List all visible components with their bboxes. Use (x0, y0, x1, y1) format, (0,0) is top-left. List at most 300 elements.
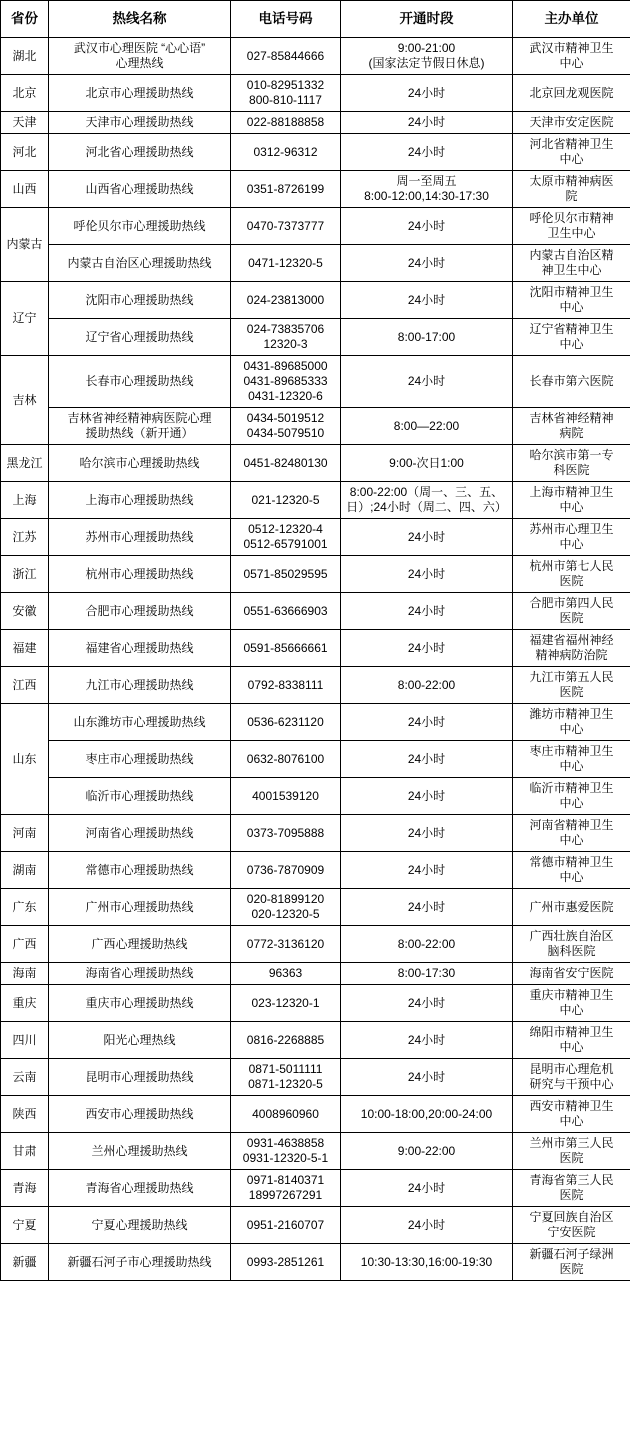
cell-hours (341, 815, 513, 852)
cell-province: 浙江 (1, 556, 49, 593)
table-row (1, 75, 630, 112)
cell-organizer-line: 中心 (559, 500, 584, 514)
cell-phone (231, 519, 341, 556)
cell-organizer-line: 医院 (559, 574, 584, 588)
cell-hours-line: 24小时 (407, 640, 446, 655)
cell-hours-line: 24小时 (407, 85, 446, 100)
cell-hotline-name (49, 171, 231, 208)
cell-organizer-line: 新疆石河子绿洲 (529, 1247, 614, 1261)
cell-organizer-line: 医院 (559, 611, 584, 625)
cell-province: 甘肃 (1, 1133, 49, 1170)
cell-hours-line: 24小时 (407, 862, 446, 877)
cell-organizer-line: 潍坊市精神卫生 (529, 707, 614, 721)
cell-phone (231, 356, 341, 408)
cell-province: 山西 (1, 171, 49, 208)
cell-organizer-line: 医院 (559, 1151, 584, 1165)
cell-province: 北京 (1, 75, 49, 112)
cell-hours-line: (国家法定节假日休息) (368, 56, 485, 70)
cell-organizer-line: 中心 (559, 722, 584, 736)
cell-hotline-name-line: 辽宁省心理援助热线 (85, 329, 194, 344)
cell-organizer-line: 病院 (559, 426, 584, 440)
cell-hotline-name-line: 吉林省神经精神病医院心理 (67, 411, 212, 425)
table-row (1, 1096, 630, 1133)
cell-phone (231, 408, 341, 445)
cell-hours (341, 356, 513, 408)
cell-phone (231, 778, 341, 815)
cell-hotline-name-line: 福建省心理援助热线 (85, 640, 194, 655)
cell-phone-line: 027-85844666 (246, 48, 325, 63)
cell-organizer-line: 中心 (559, 1040, 584, 1054)
cell-phone-line: 0632-8076100 (246, 751, 325, 766)
cell-province: 河南 (1, 815, 49, 852)
cell-organizer (513, 38, 630, 75)
cell-phone (231, 482, 341, 519)
cell-organizer (513, 1059, 630, 1096)
cell-hotline-name-line: 枣庄市心理援助热线 (85, 751, 194, 766)
cell-phone-line: 0512-65791001 (243, 537, 328, 551)
cell-province: 陕西 (1, 1096, 49, 1133)
cell-phone-line: 010-82951332 (246, 78, 325, 92)
cell-province: 江西 (1, 667, 49, 704)
cell-hours-line: 8:00-17:30 (397, 966, 456, 980)
cell-phone-line: 021-12320-5 (251, 492, 320, 507)
cell-hours-line: 24小时 (407, 825, 446, 840)
table-row (1, 963, 630, 985)
cell-organizer (513, 926, 630, 963)
cell-phone (231, 1096, 341, 1133)
cell-hotline-name (49, 356, 231, 408)
cell-phone-line: 18997267291 (248, 1188, 323, 1202)
cell-phone (231, 134, 341, 171)
cell-hotline-name (49, 778, 231, 815)
cell-organizer-line: 河南省精神卫生 (529, 818, 614, 832)
cell-hotline-name-line: 海南省心理援助热线 (85, 966, 194, 980)
cell-organizer-line: 内蒙古自治区精 (529, 248, 614, 262)
cell-phone-line: 0431-12320-6 (248, 389, 323, 403)
cell-hours-line: 24小时 (407, 255, 446, 270)
table-row (1, 319, 630, 356)
cell-hotline-name-line: 兰州心理援助热线 (91, 1143, 188, 1158)
cell-hotline-name-line: 临沂市心理援助热线 (85, 788, 194, 803)
cell-organizer-line: 杭州市第七人民 (529, 559, 614, 573)
cell-province: 广东 (1, 889, 49, 926)
cell-phone (231, 926, 341, 963)
table-row (1, 1244, 630, 1281)
cell-province: 海南 (1, 963, 49, 985)
cell-phone-line: 0373-7095888 (246, 825, 325, 840)
cell-hours (341, 985, 513, 1022)
cell-hotline-name-line: 杭州市心理援助热线 (85, 566, 194, 581)
cell-hours (341, 519, 513, 556)
table-row (1, 208, 630, 245)
cell-organizer (513, 985, 630, 1022)
cell-hours-line: 24小时 (407, 1032, 446, 1047)
cell-organizer-line: 院 (565, 189, 578, 203)
cell-phone (231, 667, 341, 704)
cell-organizer (513, 1244, 630, 1281)
cell-organizer (513, 593, 630, 630)
cell-organizer (513, 445, 630, 482)
cell-organizer (513, 319, 630, 356)
cell-organizer-line: 辽宁省精神卫生 (529, 322, 614, 336)
cell-hotline-name-line: 重庆市心理援助热线 (85, 995, 194, 1010)
cell-organizer-line: 常德市精神卫生 (529, 855, 614, 869)
cell-phone-line: 0931-12320-5-1 (242, 1151, 329, 1165)
cell-phone (231, 445, 341, 482)
cell-phone (231, 171, 341, 208)
cell-organizer-line: 青海省第三人民 (529, 1173, 614, 1187)
cell-organizer-line: 河北省精神卫生 (529, 137, 614, 151)
cell-hours (341, 963, 513, 985)
cell-phone (231, 75, 341, 112)
cell-organizer-line: 九江市第五人民 (529, 670, 614, 684)
cell-hotline-name-line: 心理热线 (115, 56, 164, 70)
cell-phone (231, 208, 341, 245)
cell-phone-line: 0536-6231120 (247, 714, 324, 729)
cell-phone-line: 0792-8338111 (247, 677, 324, 692)
cell-hours-line: 24小时 (407, 751, 446, 766)
cell-phone-line: 022-88188858 (246, 115, 325, 129)
cell-phone (231, 1170, 341, 1207)
cell-organizer-line: 中心 (559, 152, 584, 166)
cell-hotline-name (49, 319, 231, 356)
cell-organizer (513, 208, 630, 245)
cell-organizer-line: 哈尔滨市第一专 (529, 448, 614, 462)
cell-hotline-name (49, 593, 231, 630)
cell-hotline-name-line: 山西省心理援助热线 (85, 181, 194, 196)
cell-organizer-line: 医院 (559, 685, 584, 699)
cell-phone-line: 0351-8726199 (246, 181, 325, 196)
cell-organizer-line: 枣庄市精神卫生 (529, 744, 614, 758)
cell-organizer-line: 上海市精神卫生 (529, 485, 614, 499)
column-header-phone: 电话号码 (231, 1, 341, 38)
cell-organizer (513, 282, 630, 319)
cell-organizer-line: 中心 (559, 300, 584, 314)
cell-organizer-line: 医院 (559, 1262, 584, 1276)
cell-hotline-name-line: 天津市心理援助热线 (85, 115, 194, 129)
cell-phone-line: 0471-12320-5 (248, 255, 323, 270)
cell-hotline-name (49, 926, 231, 963)
cell-hotline-name (49, 208, 231, 245)
cell-phone-line: 12320-3 (263, 337, 308, 351)
cell-hotline-name (49, 482, 231, 519)
cell-phone (231, 282, 341, 319)
cell-organizer-line: 重庆市精神卫生 (529, 988, 614, 1002)
cell-hotline-name-line: 新疆石河子市心理援助热线 (67, 1254, 212, 1269)
cell-hotline-name-line: 武汉市心理医院 “心心语” (73, 41, 206, 55)
cell-organizer-line: 中心 (559, 537, 584, 551)
cell-phone-line: 0871-12320-5 (248, 1077, 323, 1091)
cell-organizer-line: 广州市惠爱医院 (529, 899, 614, 914)
table-body (1, 38, 630, 1281)
cell-hours (341, 208, 513, 245)
cell-hotline-name-line: 广州市心理援助热线 (85, 899, 194, 914)
cell-phone (231, 741, 341, 778)
cell-phone-line: 0571-85029595 (243, 566, 328, 581)
cell-organizer-line: 精神病防治院 (535, 648, 608, 662)
table-row (1, 171, 630, 208)
cell-hotline-name (49, 112, 231, 134)
cell-hours (341, 282, 513, 319)
column-header-hours: 开通时段 (341, 1, 513, 38)
cell-phone-line: 0871-5011111 (248, 1062, 323, 1076)
cell-hours (341, 556, 513, 593)
column-header-province: 省份 (1, 1, 49, 38)
cell-phone-line: 0551-63666903 (243, 603, 328, 618)
cell-hours-line: 24小时 (407, 566, 446, 581)
cell-hours (341, 704, 513, 741)
cell-organizer-line: 绵阳市精神卫生 (529, 1025, 614, 1039)
cell-hotline-name (49, 1244, 231, 1281)
cell-hours (341, 482, 513, 519)
cell-province: 安徽 (1, 593, 49, 630)
cell-province: 重庆 (1, 985, 49, 1022)
cell-phone-line: 020-81899120 (246, 892, 325, 906)
cell-phone (231, 319, 341, 356)
cell-hours-line: 24小时 (407, 1069, 446, 1084)
cell-organizer (513, 134, 630, 171)
cell-hotline-name-line: 山东潍坊市心理援助热线 (73, 714, 206, 729)
cell-phone-line: 0470-7373777 (246, 218, 325, 233)
cell-hours-line: 24小时 (407, 995, 446, 1010)
cell-organizer (513, 112, 630, 134)
cell-hotline-name (49, 667, 231, 704)
cell-phone-line: 0434-5079510 (246, 426, 325, 440)
cell-phone-line: 0816-2268885 (246, 1032, 325, 1047)
cell-organizer-line: 沈阳市精神卫生 (529, 285, 614, 299)
cell-organizer-line: 天津市安定医院 (529, 115, 614, 129)
cell-phone (231, 245, 341, 282)
cell-hours (341, 1133, 513, 1170)
cell-province: 内蒙古 (1, 208, 49, 282)
cell-hours-line: 24小时 (407, 529, 446, 544)
cell-organizer (513, 778, 630, 815)
cell-phone (231, 963, 341, 985)
cell-hours-line: 9:00-次日1:00 (389, 455, 464, 470)
cell-organizer (513, 1170, 630, 1207)
table-row (1, 1207, 630, 1244)
table-row (1, 985, 630, 1022)
cell-phone (231, 1059, 341, 1096)
cell-phone-line: 4001539120 (252, 788, 319, 803)
table-row (1, 1170, 630, 1207)
cell-organizer (513, 75, 630, 112)
cell-phone-line: 0736-7870909 (246, 862, 325, 877)
cell-organizer-line: 中心 (559, 870, 584, 884)
cell-organizer-line: 中心 (559, 1003, 584, 1017)
cell-hours-line: 10:30-13:30,16:00-19:30 (360, 1254, 493, 1269)
cell-hotline-name (49, 704, 231, 741)
cell-hotline-name-line: 阳光心理热线 (103, 1032, 176, 1047)
cell-organizer (513, 1096, 630, 1133)
table-row (1, 1059, 630, 1096)
cell-province: 河北 (1, 134, 49, 171)
table-row (1, 741, 630, 778)
cell-organizer-line: 中心 (559, 759, 584, 773)
cell-hotline-name-line: 河北省心理援助热线 (85, 144, 194, 159)
cell-phone-line: 0951-2160707 (246, 1217, 325, 1232)
cell-hotline-name (49, 963, 231, 985)
cell-organizer-line: 中心 (559, 1114, 584, 1128)
cell-hotline-name (49, 134, 231, 171)
cell-organizer (513, 741, 630, 778)
cell-hours (341, 134, 513, 171)
cell-province: 宁夏 (1, 1207, 49, 1244)
table-row (1, 556, 630, 593)
cell-organizer (513, 245, 630, 282)
cell-hours (341, 319, 513, 356)
cell-hotline-name (49, 1059, 231, 1096)
cell-hours (341, 112, 513, 134)
cell-hours (341, 630, 513, 667)
cell-organizer-line: 研究与干预中心 (529, 1077, 614, 1091)
cell-hotline-name-line: 河南省心理援助热线 (85, 825, 194, 840)
cell-organizer-line: 中心 (559, 56, 584, 70)
cell-hotline-name (49, 1207, 231, 1244)
cell-phone-line: 4008960960 (252, 1106, 319, 1121)
cell-hotline-name (49, 630, 231, 667)
table-row (1, 1133, 630, 1170)
cell-hours-line: 8:00-22:00 (397, 677, 456, 692)
cell-hotline-name-line: 呼伦贝尔市心理援助热线 (73, 218, 206, 233)
cell-hotline-name (49, 1022, 231, 1059)
cell-hotline-name-line: 北京市心理援助热线 (85, 85, 194, 100)
column-header-hotline-name: 热线名称 (49, 1, 231, 38)
cell-province: 江苏 (1, 519, 49, 556)
cell-phone-line: 0431-89685333 (243, 374, 328, 388)
cell-organizer-line: 长春市第六医院 (529, 374, 614, 388)
cell-organizer-line: 广西壮族自治区 (529, 929, 614, 943)
cell-organizer-line: 医院 (559, 1188, 584, 1202)
cell-phone-line: 96363 (268, 966, 303, 980)
cell-organizer (513, 556, 630, 593)
cell-hotline-name (49, 1170, 231, 1207)
cell-hours-line: 24小时 (407, 218, 446, 233)
cell-organizer-line: 科医院 (553, 463, 590, 477)
table-row (1, 667, 630, 704)
cell-hours-line: 8:00-22:00（周一、三、五、 (349, 485, 504, 499)
cell-phone-line: 0512-12320-4 (248, 522, 323, 536)
cell-province: 福建 (1, 630, 49, 667)
cell-hours-line: 24小时 (407, 603, 446, 618)
cell-hotline-name (49, 1096, 231, 1133)
cell-organizer-line: 苏州市心理卫生 (529, 522, 614, 536)
cell-phone (231, 704, 341, 741)
cell-phone-line: 020-12320-5 (251, 907, 320, 921)
cell-province: 新疆 (1, 1244, 49, 1281)
cell-phone-line: 0971-8140371 (246, 1173, 325, 1187)
cell-province: 辽宁 (1, 282, 49, 356)
cell-organizer (513, 667, 630, 704)
cell-organizer-line: 呼伦贝尔市精神 (529, 211, 614, 225)
cell-organizer-line: 宁夏回族自治区 (529, 1210, 614, 1224)
cell-hours-line: 8:00-12:00,14:30-17:30 (364, 189, 489, 203)
cell-organizer-line: 神卫生中心 (541, 263, 602, 277)
cell-phone (231, 889, 341, 926)
cell-hours-line: 日）;24小时（周二、四、六） (346, 500, 507, 514)
cell-hotline-name (49, 1133, 231, 1170)
cell-organizer-line: 福建省福州神经 (529, 633, 614, 647)
cell-hotline-name-line: 哈尔滨市心理援助热线 (79, 455, 200, 470)
cell-hotline-name (49, 408, 231, 445)
cell-hours-line: 10:00-18:00,20:00-24:00 (360, 1106, 493, 1121)
cell-phone (231, 1022, 341, 1059)
cell-hotline-name (49, 815, 231, 852)
cell-organizer (513, 1022, 630, 1059)
cell-phone-line: 0772-3136120 (246, 936, 325, 951)
cell-hotline-name-line: 内蒙古自治区心理援助热线 (67, 255, 212, 270)
cell-phone (231, 112, 341, 134)
table-row (1, 245, 630, 282)
cell-hotline-name-line: 昆明市心理援助热线 (85, 1069, 194, 1084)
cell-organizer-line: 西安市精神卫生 (529, 1099, 614, 1113)
cell-hours (341, 1207, 513, 1244)
cell-hotline-name-line: 苏州市心理援助热线 (85, 529, 194, 544)
cell-phone-line: 023-12320-1 (251, 995, 320, 1010)
cell-hotline-name-line: 青海省心理援助热线 (85, 1180, 194, 1195)
cell-hours (341, 171, 513, 208)
cell-province: 黑龙江 (1, 445, 49, 482)
cell-organizer-line: 兰州市第三人民 (529, 1136, 614, 1150)
cell-hours (341, 75, 513, 112)
cell-organizer-line: 临沂市精神卫生 (529, 781, 614, 795)
cell-hours-line: 8:00-22:00 (397, 936, 456, 951)
cell-hotline-name-line: 宁夏心理援助热线 (91, 1217, 188, 1232)
cell-hours-line: 9:00-22:00 (397, 1143, 456, 1158)
cell-phone-line: 0434-5019512 (246, 411, 325, 425)
cell-hours-line: 9:00-21:00 (397, 41, 456, 55)
table-row (1, 593, 630, 630)
cell-province: 云南 (1, 1059, 49, 1096)
cell-hours-line: 24小时 (407, 115, 446, 129)
table-row (1, 482, 630, 519)
table-header-row (1, 1, 630, 38)
cell-organizer-line: 武汉市精神卫生 (529, 41, 614, 55)
cell-hours-line: 24小时 (407, 144, 446, 159)
cell-organizer (513, 704, 630, 741)
table-row (1, 852, 630, 889)
cell-phone (231, 985, 341, 1022)
cell-hours-line: 24小时 (407, 292, 446, 307)
cell-hours (341, 926, 513, 963)
cell-phone-line: 0931-4638858 (246, 1136, 325, 1150)
cell-organizer (513, 963, 630, 985)
table-row (1, 778, 630, 815)
cell-hours (341, 1170, 513, 1207)
cell-hotline-name (49, 852, 231, 889)
cell-province: 青海 (1, 1170, 49, 1207)
cell-phone (231, 1207, 341, 1244)
cell-hours-line: 8:00—22:00 (393, 418, 460, 433)
cell-province: 湖北 (1, 38, 49, 75)
cell-phone-line: 0993-2851261 (246, 1254, 325, 1269)
cell-hours (341, 593, 513, 630)
cell-phone (231, 630, 341, 667)
cell-hours (341, 1059, 513, 1096)
cell-organizer-line: 昆明市心理危机 (529, 1062, 614, 1076)
cell-phone (231, 593, 341, 630)
cell-organizer-line: 海南省安宁医院 (529, 966, 614, 980)
table-row (1, 889, 630, 926)
cell-phone (231, 815, 341, 852)
cell-hotline-name (49, 75, 231, 112)
cell-phone-line: 024-23813000 (246, 292, 325, 307)
cell-organizer-line: 中心 (559, 796, 584, 810)
table-row (1, 38, 630, 75)
cell-hours (341, 245, 513, 282)
cell-hours-line: 8:00-17:00 (397, 329, 456, 344)
cell-hotline-name-line: 常德市心理援助热线 (85, 862, 194, 877)
